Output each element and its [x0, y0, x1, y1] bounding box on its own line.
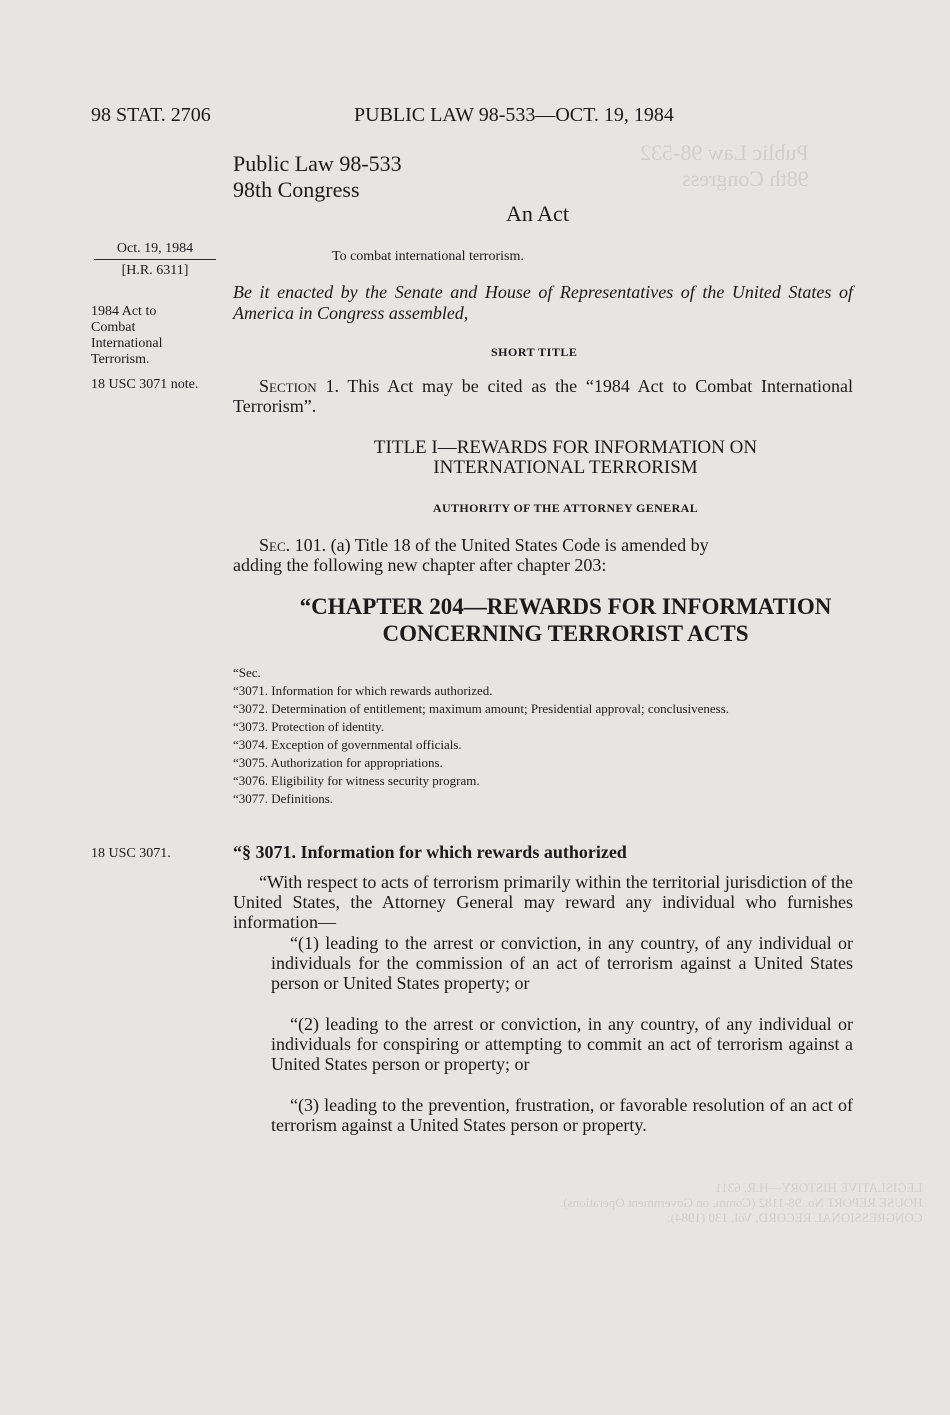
margin-note-usc-3071: 18 USC 3071. [91, 846, 171, 861]
bleed-through: LEGISLATIVE HISTORY—H.R. 6311 HOUSE REPORT No. 98-1182 (Comm. on Government Operations). CONGRESSIONAL RECORD, Vol. 130 (1984): [560, 1180, 923, 1225]
margin-date-box [94, 239, 216, 280]
an-act-heading: An Act [506, 201, 569, 226]
short-title-heading: SHORT TITLE [491, 345, 578, 359]
section-1 [233, 376, 853, 416]
toc-entry: “3074. Exception of governmental officials. [233, 737, 462, 752]
act-purpose: To combat international terrorism. [332, 249, 524, 264]
item-text: “(1) leading to the arrest or conviction, in any country, of any individual or individuals for the commission of an act of terrorism against a United States person or United States property; or [271, 933, 853, 993]
bleed-through: Public Law 98-532 98th Congress [640, 140, 809, 191]
section-3071-heading: “§ 3071. Information for which rewards authorized [233, 842, 627, 862]
section-1-text: 1. This Act may be cited as the “1984 Act to Combat International Terrorism”. [233, 376, 853, 416]
toc-entry: “3076. Eligibility for witness security program. [233, 773, 480, 788]
item-text: “(3) leading to the prevention, frustration, or favorable resolution of an act of terrorism against a United States person or property. [271, 1095, 853, 1135]
toc-heading: “Sec. [233, 665, 261, 680]
congress-number: 98th Congress [233, 177, 360, 202]
title-i-line-2: INTERNATIONAL TERRORISM [433, 457, 698, 478]
section-101-line-2: adding the following new chapter after chapter 203: [233, 555, 607, 575]
section-101-text: 101. (a) Title 18 of the United States Code is amended by [290, 535, 709, 555]
chapter-heading [233, 593, 898, 647]
chapter-line-2: CONCERNING TERRORIST ACTS [382, 621, 749, 646]
law-title [233, 151, 402, 203]
section-3071-item-1 [271, 933, 853, 993]
law-number: Public Law 98-533 [233, 151, 402, 176]
stat-page-number: 98 STAT. 2706 [91, 104, 211, 126]
toc-entry: “3073. Protection of identity. [233, 719, 385, 734]
toc-entry: “3077. Definitions. [233, 791, 334, 806]
toc-entry: “3071. Information for which rewards authorized. [233, 683, 493, 698]
item-text: “(2) leading to the arrest or conviction, in any country, of any individual or individuals for conspiring or attempting to commit an act of terrorism against a United States person or property; or [271, 1014, 853, 1074]
authority-subheading: AUTHORITY OF THE ATTORNEY GENERAL [432, 501, 699, 515]
toc-entry: “3075. Authorization for appropriations. [233, 755, 443, 770]
bill-number: [H.R. 6311] [121, 263, 189, 278]
section-3071-item-3 [271, 1095, 853, 1135]
title-i-heading [233, 438, 898, 478]
sec-label: Sec. [259, 535, 291, 555]
section-label: Section [259, 376, 317, 396]
enacting-clause: Be it enacted by the Senate and House of Representatives of the United States of America in Congress assembled, [233, 282, 853, 323]
section-3071-item-2 [271, 1014, 853, 1074]
running-title: PUBLIC LAW 98-533—OCT. 19, 1984 [354, 104, 674, 126]
margin-note-usc: 18 USC 3071 note. [91, 377, 199, 392]
divider [94, 259, 216, 260]
toc-entry: “3072. Determination of entitlement; maximum amount; Presidential approval; conclusiveness. [233, 701, 730, 716]
chapter-line-1: “CHAPTER 204—REWARDS FOR INFORMATION [299, 594, 832, 619]
approval-date: Oct. 19, 1984 [116, 241, 194, 256]
section-3071-intro [233, 872, 853, 932]
title-i-line-1: TITLE I—REWARDS FOR INFORMATION ON [373, 437, 758, 458]
section-101-line-1 [259, 535, 854, 555]
intro-text: “With respect to acts of terrorism primarily within the territorial jurisdiction of the United States, the Attorney General may reward any individual who furnishes information— [233, 872, 853, 932]
margin-note-short-title: 1984 Act to Combat International Terrorism. [91, 304, 163, 367]
chapter-table-of-sections [233, 665, 858, 809]
